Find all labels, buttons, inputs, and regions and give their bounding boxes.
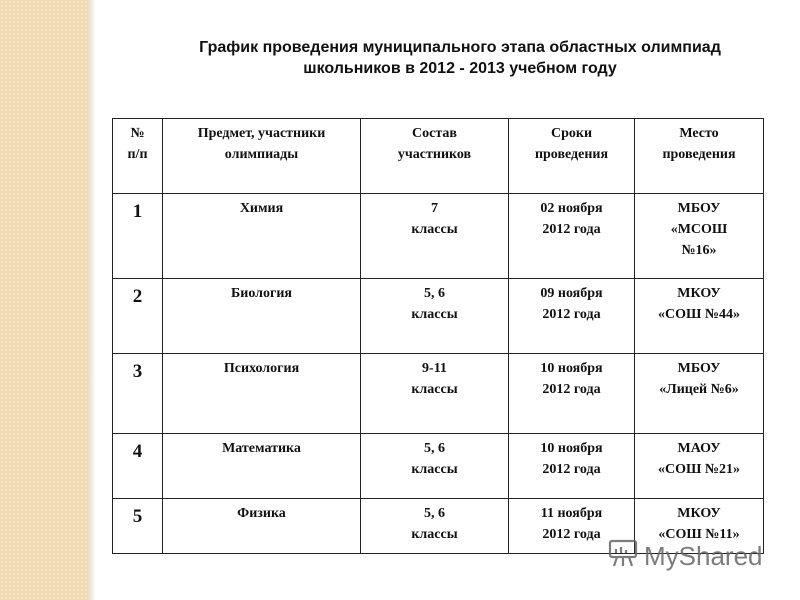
watermark bbox=[606, 536, 763, 577]
row-place: МАОУ «СОШ №21» bbox=[635, 434, 764, 499]
header-subject: Предмет, участники олимпиады bbox=[163, 119, 361, 194]
header-number: № п/п bbox=[113, 119, 163, 194]
table-row bbox=[113, 194, 764, 279]
table-row bbox=[113, 279, 764, 354]
title-line-1: График проведения муниципального этапа областных олимпиад bbox=[199, 39, 721, 56]
row-date: 02 ноября 2012 года bbox=[509, 194, 635, 279]
side-strip-shadow bbox=[88, 0, 96, 600]
row-grades: 7 классы bbox=[361, 194, 509, 279]
row-subject: Химия bbox=[163, 194, 361, 279]
olympiad-schedule-table bbox=[112, 118, 764, 554]
row-number: 4 bbox=[113, 434, 163, 499]
header-participants: Состав участников bbox=[361, 119, 509, 194]
row-place: МКОУ «СОШ №44» bbox=[635, 279, 764, 354]
table-header-row bbox=[113, 119, 764, 194]
row-number: 5 bbox=[113, 499, 163, 554]
header-dates: Сроки проведения bbox=[509, 119, 635, 194]
header-place: Место проведения bbox=[635, 119, 764, 194]
watermark-text: MyShared bbox=[644, 541, 763, 571]
row-grades: 5, 6 классы bbox=[361, 434, 509, 499]
row-subject: Физика bbox=[163, 499, 361, 554]
presentation-board-icon bbox=[606, 536, 640, 577]
row-subject: Психология bbox=[163, 354, 361, 434]
row-subject: Биология bbox=[163, 279, 361, 354]
row-date: 11 ноября 2012 года bbox=[509, 499, 635, 554]
row-number: 2 bbox=[113, 279, 163, 354]
table-row bbox=[113, 434, 764, 499]
row-date: 10 ноября 2012 года bbox=[509, 354, 635, 434]
table-row bbox=[113, 354, 764, 434]
row-subject: Математика bbox=[163, 434, 361, 499]
page-title bbox=[140, 37, 780, 79]
decorative-side-strip bbox=[0, 0, 88, 600]
row-date: 10 ноября 2012 года bbox=[509, 434, 635, 499]
row-place: МБОУ «Лицей №6» bbox=[635, 354, 764, 434]
row-date: 09 ноября 2012 года bbox=[509, 279, 635, 354]
row-number: 3 bbox=[113, 354, 163, 434]
row-grades: 9-11 классы bbox=[361, 354, 509, 434]
row-place: МКОУ «СОШ №11» bbox=[635, 499, 764, 554]
title-line-2: школьников в 2012 - 2013 учебном году bbox=[303, 60, 617, 77]
row-place: МБОУ «МСОШ №16» bbox=[635, 194, 764, 279]
row-grades: 5, 6 классы bbox=[361, 279, 509, 354]
row-number: 1 bbox=[113, 194, 163, 279]
row-grades: 5, 6 классы bbox=[361, 499, 509, 554]
